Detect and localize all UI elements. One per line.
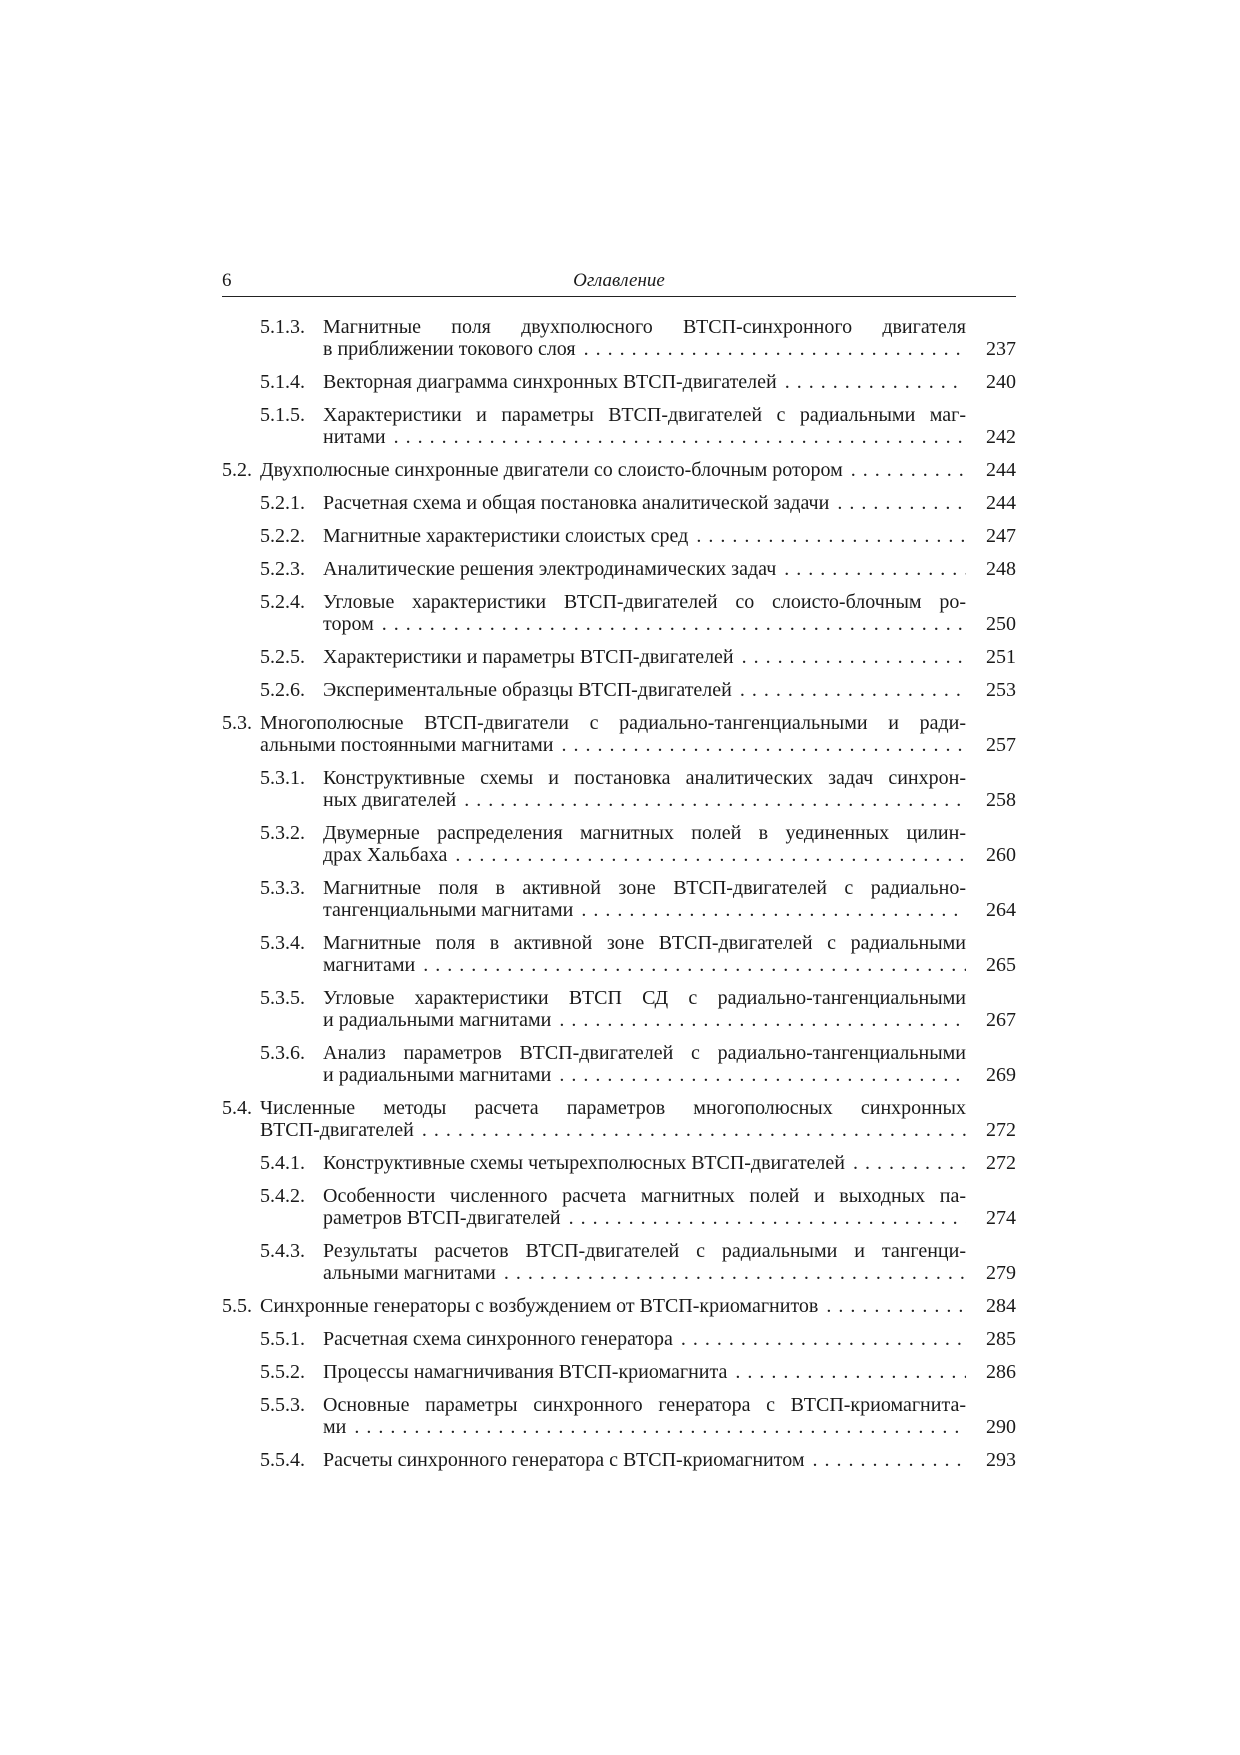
dot-leader bbox=[573, 899, 966, 921]
toc-entry-page: 285 bbox=[986, 1328, 1016, 1350]
toc-section-entry bbox=[222, 459, 1016, 481]
dot-leader bbox=[734, 646, 966, 668]
toc-subsection-entry bbox=[222, 492, 1016, 514]
toc-subsection-entry bbox=[222, 1328, 1016, 1350]
toc-entry-title-line1: Результаты расчетов ВТСП-двигателей с радиальными и тангенци- bbox=[323, 1240, 966, 1262]
toc-entry-title-line2: раметров ВТСП-двигателей bbox=[323, 1207, 561, 1229]
toc-entry-title: Расчетная схема синхронного генератора bbox=[323, 1328, 673, 1350]
toc-entry-number: 5.3.6. bbox=[260, 1042, 305, 1064]
toc-entry-number: 5.5.3. bbox=[260, 1394, 305, 1416]
toc-subsection-entry bbox=[222, 679, 1016, 701]
toc-entry-page: 272 bbox=[986, 1119, 1016, 1141]
page-number: 6 bbox=[222, 270, 232, 291]
dot-leader bbox=[386, 426, 966, 448]
toc-entry-number: 5.2.4. bbox=[260, 591, 305, 613]
toc-entry-title-line2: тангенциальными магнитами bbox=[323, 899, 574, 921]
dot-leader bbox=[845, 1152, 966, 1174]
toc-subsection-entry bbox=[222, 1185, 1016, 1229]
toc-entry-title: Экспериментальные образцы ВТСП-двигателей bbox=[323, 679, 732, 701]
toc-entry-title: Расчетная схема и общая постановка аналитической задачи bbox=[323, 492, 830, 514]
toc-entry-page: 244 bbox=[986, 459, 1016, 481]
dot-leader bbox=[561, 1207, 966, 1229]
dot-leader bbox=[673, 1328, 966, 1350]
dot-leader bbox=[805, 1449, 966, 1471]
dot-leader bbox=[414, 1119, 966, 1141]
toc-entry-number: 5.2.6. bbox=[260, 679, 305, 701]
toc-entry-page: 265 bbox=[986, 954, 1016, 976]
toc-entry-page: 290 bbox=[986, 1416, 1016, 1438]
toc-section-entry bbox=[222, 712, 1016, 756]
dot-leader bbox=[553, 734, 966, 756]
toc-entry-number: 5.2.1. bbox=[260, 492, 305, 514]
toc-entry-title-line1: Магнитные поля в активной зоне ВТСП-двигателей с радиальными bbox=[323, 932, 966, 954]
toc-entry-title: Магнитные характеристики слоистых сред bbox=[323, 525, 689, 547]
toc-entry-page: 257 bbox=[986, 734, 1016, 756]
toc-entry-number: 5.5.2. bbox=[260, 1361, 305, 1383]
toc-entry-title-line1: Угловые характеристики ВТСП-двигателей со слоисто-блочным ро- bbox=[323, 591, 966, 613]
toc-subsection-entry bbox=[222, 404, 1016, 448]
page-header bbox=[222, 270, 1016, 297]
toc-subsection-entry bbox=[222, 1042, 1016, 1086]
dot-leader bbox=[415, 954, 966, 976]
toc-subsection-entry bbox=[222, 1449, 1016, 1471]
dot-leader bbox=[374, 613, 966, 635]
toc-entry-title-line2: магнитами bbox=[323, 954, 416, 976]
toc-entry-title-line1: Многополюсные ВТСП-двигатели с радиально-тангенциальными и ради- bbox=[260, 712, 966, 734]
toc-entry-number: 5.4.2. bbox=[260, 1185, 305, 1207]
toc-subsection-entry bbox=[222, 371, 1016, 393]
dot-leader bbox=[447, 844, 966, 866]
toc-entry-title-line2: тором bbox=[323, 613, 374, 635]
dot-leader bbox=[732, 679, 966, 701]
toc-entry-number: 5.1.5. bbox=[260, 404, 305, 426]
toc-subsection-entry bbox=[222, 558, 1016, 580]
toc-entry-page: 279 bbox=[986, 1262, 1016, 1284]
toc-entry-title: Аналитические решения электродинамических задач bbox=[323, 558, 777, 580]
toc-entry-number: 5.2.5. bbox=[260, 646, 305, 668]
toc-entry-title-line1: Основные параметры синхронного генератора с ВТСП-криомагнита- bbox=[323, 1394, 966, 1416]
toc-entry-page: 240 bbox=[986, 371, 1016, 393]
toc-entry-number: 5.3.2. bbox=[260, 822, 305, 844]
toc-entry-page: 244 bbox=[986, 492, 1016, 514]
toc-subsection-entry bbox=[222, 591, 1016, 635]
toc-subsection-entry bbox=[222, 1240, 1016, 1284]
dot-leader bbox=[818, 1295, 966, 1317]
toc-entry-title-line2: и радиальными магнитами bbox=[323, 1064, 552, 1086]
toc-entry-page: 248 bbox=[986, 558, 1016, 580]
toc-entry-title: Процессы намагничивания ВТСП-криомагнита bbox=[323, 1361, 728, 1383]
toc-entry-number: 5.5.4. bbox=[260, 1449, 305, 1471]
toc-entry-number: 5.2.2. bbox=[260, 525, 305, 547]
toc-entry-page: 253 bbox=[986, 679, 1016, 701]
toc-entry-number: 5.3.5. bbox=[260, 987, 305, 1009]
dot-leader bbox=[843, 459, 966, 481]
toc-entry-title-line2: и радиальными магнитами bbox=[323, 1009, 552, 1031]
running-title: Оглавление bbox=[573, 270, 665, 291]
dot-leader bbox=[346, 1416, 966, 1438]
toc-entry-page: 264 bbox=[986, 899, 1016, 921]
toc-entry-title-line2: альными постоянными магнитами bbox=[260, 734, 554, 756]
toc-entry-title-line1: Конструктивные схемы и постановка аналитических задач синхрон- bbox=[323, 767, 966, 789]
toc-entry-number: 5.3.3. bbox=[260, 877, 305, 899]
toc-subsection-entry bbox=[222, 877, 1016, 921]
toc-entry-number: 5.3.4. bbox=[260, 932, 305, 954]
toc-subsection-entry bbox=[222, 1394, 1016, 1438]
toc-entry-title-line2: альными магнитами bbox=[323, 1262, 496, 1284]
toc-entry-title-line2: ных двигателей bbox=[323, 789, 457, 811]
dot-leader bbox=[551, 1009, 966, 1031]
toc-subsection-entry bbox=[222, 1152, 1016, 1174]
toc-entry-title: Характеристики и параметры ВТСП-двигателей bbox=[323, 646, 734, 668]
toc-entry-number: 5.3. bbox=[222, 712, 252, 734]
dot-leader bbox=[551, 1064, 966, 1086]
toc-entry-title-line1: Особенности численного расчета магнитных полей и выходных па- bbox=[323, 1185, 966, 1207]
toc-entry-page: 242 bbox=[986, 426, 1016, 448]
toc-section-entry bbox=[222, 1097, 1016, 1141]
toc-entry-number: 5.3.1. bbox=[260, 767, 305, 789]
toc-entry-title-line1: Магнитные поля в активной зоне ВТСП-двигателей с радиально- bbox=[323, 877, 966, 899]
toc-entry-number: 5.4. bbox=[222, 1097, 252, 1119]
toc-entry-title-line2: нитами bbox=[323, 426, 386, 448]
toc-subsection-entry bbox=[222, 932, 1016, 976]
toc-entry-page: 274 bbox=[986, 1207, 1016, 1229]
toc-entry-page: 258 bbox=[986, 789, 1016, 811]
dot-leader bbox=[688, 525, 966, 547]
dot-leader bbox=[727, 1361, 966, 1383]
toc-entry-number: 5.5. bbox=[222, 1295, 252, 1317]
toc-entry-title-line1: Двумерные распределения магнитных полей в уединенных цилин- bbox=[323, 822, 966, 844]
toc-subsection-entry bbox=[222, 316, 1016, 360]
toc-subsection-entry bbox=[222, 525, 1016, 547]
toc-entry-page: 251 bbox=[986, 646, 1016, 668]
toc-subsection-entry bbox=[222, 987, 1016, 1031]
toc-entry-page: 267 bbox=[986, 1009, 1016, 1031]
toc-entry-page: 293 bbox=[986, 1449, 1016, 1471]
toc-entry-title-line2: драх Хальбаха bbox=[323, 844, 448, 866]
toc-entry-number: 5.1.4. bbox=[260, 371, 305, 393]
toc-entry-page: 250 bbox=[986, 613, 1016, 635]
toc-entry-title: Конструктивные схемы четырехполюсных ВТСП-двигателей bbox=[323, 1152, 845, 1174]
toc-entry-title-line2: в приближении токового слоя bbox=[323, 338, 576, 360]
table-of-contents bbox=[222, 316, 1016, 1482]
toc-entry-title: Синхронные генераторы с возбуждением от ВТСП-криомагнитов bbox=[260, 1295, 819, 1317]
toc-entry-title-line1: Магнитные поля двухполюсного ВТСП-синхронного двигателя bbox=[323, 316, 966, 338]
toc-entry-page: 284 bbox=[986, 1295, 1016, 1317]
toc-entry-number: 5.5.1. bbox=[260, 1328, 305, 1350]
dot-leader bbox=[829, 492, 966, 514]
toc-subsection-entry bbox=[222, 1361, 1016, 1383]
dot-leader bbox=[456, 789, 966, 811]
toc-entry-title-line1: Численные методы расчета параметров многополюсных синхронных bbox=[260, 1097, 966, 1119]
toc-section-entry bbox=[222, 1295, 1016, 1317]
dot-leader bbox=[576, 338, 966, 360]
toc-entry-title-line1: Характеристики и параметры ВТСП-двигателей с радиальными маг- bbox=[323, 404, 966, 426]
toc-entry-title-line1: Анализ параметров ВТСП-двигателей с радиально-тангенциальными bbox=[323, 1042, 966, 1064]
dot-leader bbox=[776, 558, 966, 580]
dot-leader bbox=[496, 1262, 966, 1284]
toc-entry-number: 5.2. bbox=[222, 459, 252, 481]
toc-entry-title-line2: ми bbox=[323, 1416, 347, 1438]
toc-entry-number: 5.4.3. bbox=[260, 1240, 305, 1262]
toc-entry-title: Расчеты синхронного генератора с ВТСП-криомагнитом bbox=[323, 1449, 805, 1471]
toc-entry-title: Векторная диаграмма синхронных ВТСП-двигателей bbox=[323, 371, 777, 393]
dot-leader bbox=[777, 371, 966, 393]
toc-entry-number: 5.4.1. bbox=[260, 1152, 305, 1174]
toc-entry-title-line2: ВТСП-двигателей bbox=[260, 1119, 414, 1141]
toc-subsection-entry bbox=[222, 646, 1016, 668]
toc-entry-page: 260 bbox=[986, 844, 1016, 866]
toc-entry-title: Двухполюсные синхронные двигатели со слоисто-блочным ротором bbox=[260, 459, 843, 481]
toc-subsection-entry bbox=[222, 767, 1016, 811]
toc-entry-page: 272 bbox=[986, 1152, 1016, 1174]
toc-entry-page: 286 bbox=[986, 1361, 1016, 1383]
toc-entry-title-line1: Угловые характеристики ВТСП СД с радиально-тангенциальными bbox=[323, 987, 966, 1009]
toc-subsection-entry bbox=[222, 822, 1016, 866]
toc-entry-page: 269 bbox=[986, 1064, 1016, 1086]
toc-entry-page: 247 bbox=[986, 525, 1016, 547]
toc-entry-number: 5.1.3. bbox=[260, 316, 305, 338]
toc-entry-page: 237 bbox=[986, 338, 1016, 360]
toc-entry-number: 5.2.3. bbox=[260, 558, 305, 580]
